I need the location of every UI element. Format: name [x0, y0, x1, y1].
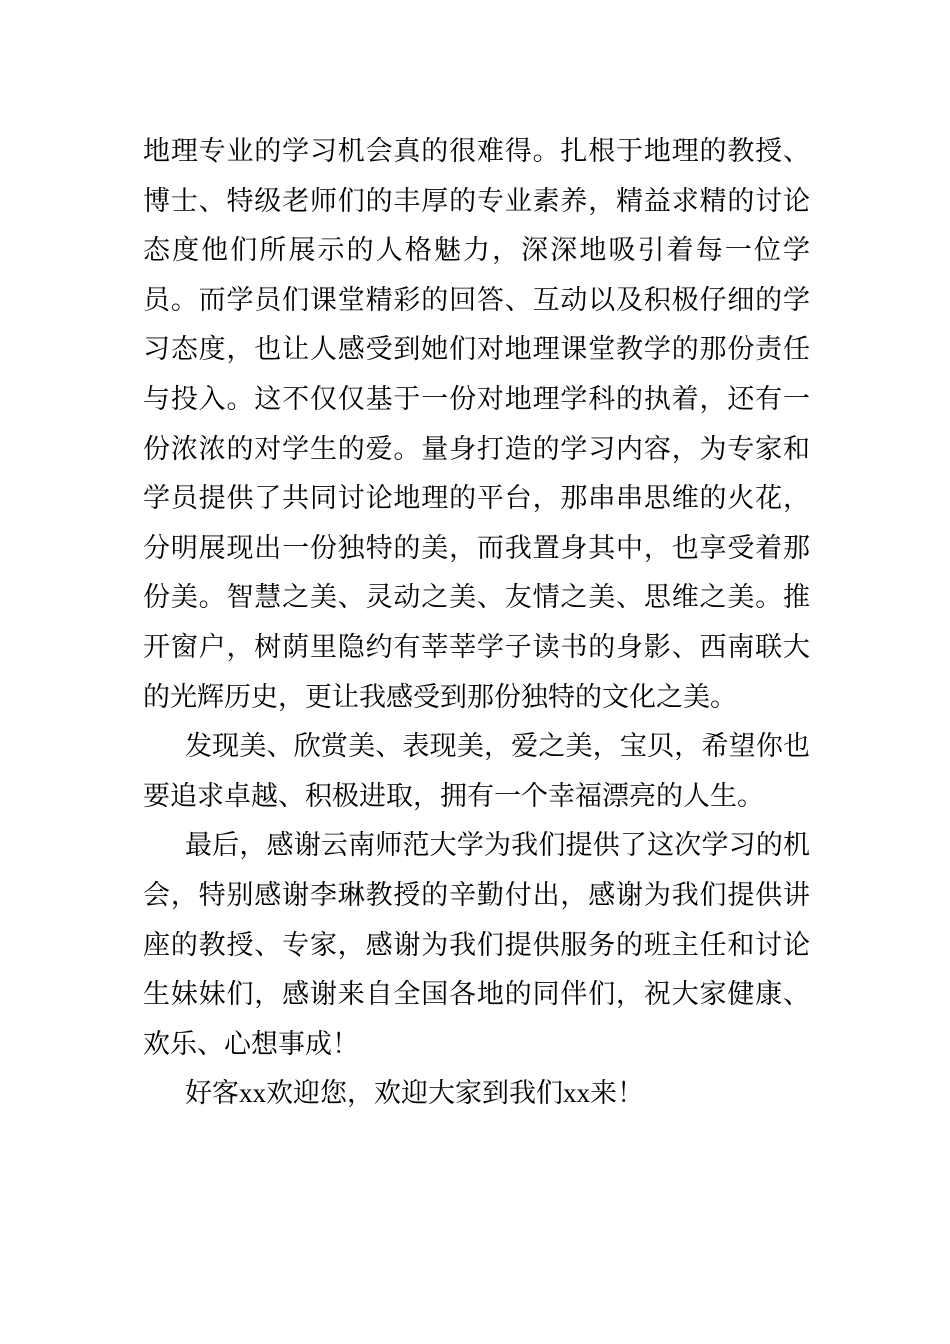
- paragraph: 发现美、欣赏美、表现美，爱之美，宝贝，希望你也要追求卓越、积极进取，拥有一个幸福漂亮的人生。: [143, 731, 810, 811]
- paragraph: 好客xx欢迎您，欢迎大家到我们xx来！: [185, 1078, 644, 1109]
- document-text-block: [143, 127, 810, 1119]
- paragraph: 地理专业的学习机会真的很难得。扎根于地理的教授、博士、特级老师们的丰厚的专业素养，精益求精的讨论态度他们所展示的人格魅力，深深地吸引着每一位学员。而学员们课堂精彩的回答、互动以及积极仔细的学习态度，也让人感受到她们对地理课堂教学的那份责任与投入。这不仅仅基于一份对地理学科的执着，还有一份浓浓的对学生的爱。量身打造的学习内容，为专家和学员提供了共同讨论地理的平台，那串串思维的火花，分明展现出一份独特的美，而我置身其中，也享受着那份美。智慧之美、灵动之美、友情之美、思维之美。推开窗户，树荫里隐约有莘莘学子读书的身影、西南联大的光辉历史，更让我感受到那份独特的文化之美。: [143, 136, 810, 712]
- paragraph: 最后，感谢云南师范大学为我们提供了这次学习的机会，特别感谢李琳教授的辛勤付出，感谢为我们提供讲座的教授、专家，感谢为我们提供服务的班主任和讨论生妹妹们，感谢来自全国各地的同伴们，祝大家健康、欢乐、心想事成！: [143, 830, 810, 1059]
